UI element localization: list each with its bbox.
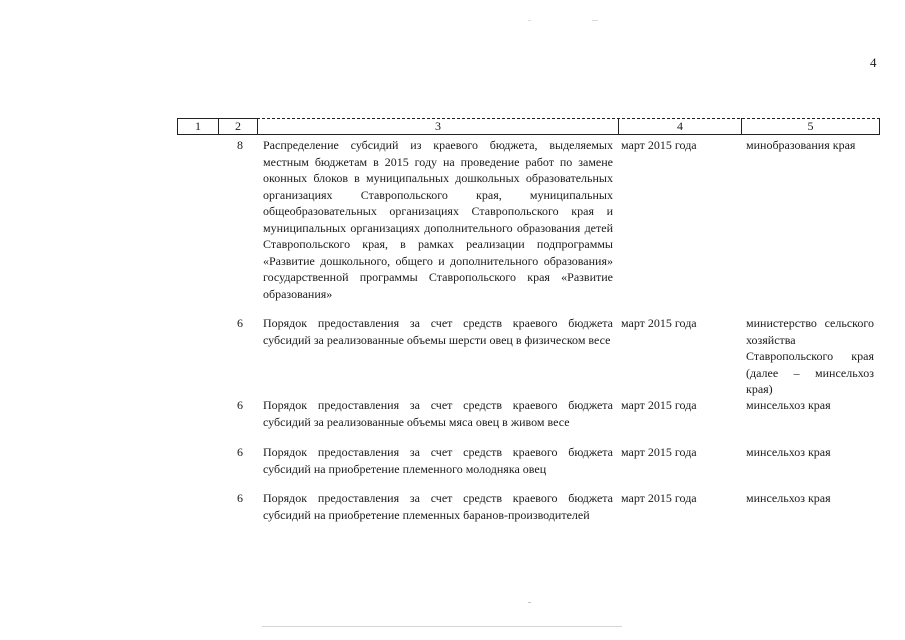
row-number: 6 [237,398,243,412]
row-description: Распределение субсидий из краевого бюджета, выделяемых местным бюджетам в 2015 году на проведение работ по замене оконных блоков в муниципальных дошкольных образовательных организациях Ставропольского края, муниципальных общеобразовательных организациях Ставропольского края и муниципальных организациях дополнительного образования детей Ставропольского края, в рамках реализации подпрограммы «Развитие дошкольного, общего и дополнительного образования» государственной программы Ставропольского края «Развитие образования» [263,138,613,301]
header-bottom-border [177,134,880,135]
row-responsible: минсельхоз края [746,398,831,412]
row-description: Порядок предоставления за счет средств краевого бюджета субсидий на приобретение племенных баранов-производителей [263,491,613,522]
row-number: 6 [237,445,243,459]
row-responsible: минобразования края [746,138,856,152]
header-col-5: 5 [807,119,814,133]
header-divider [879,118,880,134]
scan-artifact [528,20,531,21]
row-number: 6 [237,316,243,330]
scan-artifact [528,602,531,603]
row-deadline: март 2015 года [621,491,697,505]
row-description: Порядок предоставления за счет средств краевого бюджета субсидий за реализованные объемы мяса овец в живом весе [263,398,613,429]
header-col-3: 3 [435,119,441,133]
row-responsible: министерство сельского хозяйства Ставропольского края (далее – минсельхоз края) [746,316,874,396]
row-description: Порядок предоставления за счет средств краевого бюджета субсидий на приобретение племенного молодняка овец [263,445,613,476]
row-description: Порядок предоставления за счет средств краевого бюджета субсидий за реализованные объемы шерсти овец в физическом весе [263,316,613,347]
scan-artifact [262,626,622,627]
row-deadline: март 2015 года [621,445,697,459]
row-responsible: минсельхоз края [746,491,831,505]
row-number: 6 [237,491,243,505]
row-number: 8 [237,138,243,152]
row-deadline: март 2015 года [621,138,697,152]
row-deadline: март 2015 года [621,316,697,330]
header-col-1: 1 [195,119,201,133]
row-deadline: март 2015 года [621,398,697,412]
page-number: 4 [870,55,877,70]
row-responsible: минсельхоз края [746,445,831,459]
scan-artifact [592,20,598,21]
header-col-4: 4 [677,119,683,133]
header-col-2: 2 [235,119,241,133]
